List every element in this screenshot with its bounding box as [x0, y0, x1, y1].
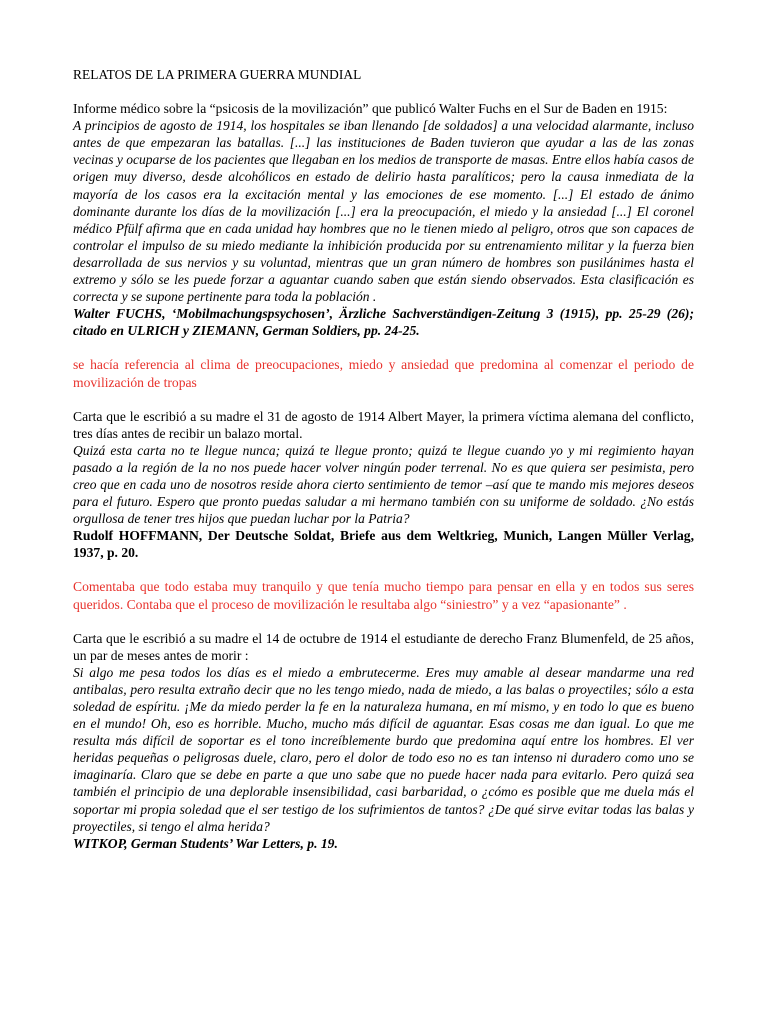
blumenfeld-letter-intro: Carta que le escribió a su madre el 14 de octubre de 1914 el estudiante de derecho Franz Blumenfeld, de 25 años, un par de meses antes de morir : — [73, 630, 694, 663]
fuchs-report-citation: Walter FUCHS, ‘Mobilmachungspsychosen’, Ärzliche Sachverständigen-Zeitung 3 (1915), pp. 25-29 (26); citado en ULRICH y ZIEMANN, German Soldiers, pp. 24-25. — [73, 306, 694, 339]
fuchs-report-note: se hacía referencia al clima de preocupaciones, miedo y ansiedad que predomina al comenzar el periodo de movilización de tropas — [73, 357, 694, 390]
fuchs-report-intro: Informe médico sobre la “psicosis de la movilización” que publicó Walter Fuchs en el Sur de Baden en 1915: — [73, 101, 668, 117]
fuchs-report-quote: A principios de agosto de 1914, los hospitales se iban llenando [de soldados] a una velocidad alarmante, incluso antes de que empezaran las batallas. [...] las instituciones de Baden tuvieron que ayudar a las de las zonas vecinas y ocuparse de los pacientes que llegaban en los medios de transporte de masas. Entre ellos había casos de origen muy diverso, desde alcohólicos en estado de delirio hasta paralíticos; pero la causa inmediata de la mayoría de los casos era la excitación mental y las emociones de ese momento. [...] El estado de ánimo dominante durante los días de la movilización [...] era la preocupación, el miedo y la ansiedad [...] El coronel médico Pfülf afirma que en cada unidad hay hombres que no le tienen miedo al peligro, otros que son capaces de controlar el impulso de su miedo mediante la inhibición producida por su entrenamiento militar y la fuerza bien desarrollada de sus nervios y su voluntad, mientras que un gran número de hombres son pusilánimes hasta el extremo y sólo se les puede forzar a aguantar cuando saben que están siendo observados. Esta clasificación es correcta y se supone pertinente para toda la población . — [73, 118, 694, 305]
mayer-letter-note: Comentaba que todo estaba muy tranquilo y que tenía mucho tiempo para pensar en ella y en todos sus seres queridos. Contaba que el proceso de movilización le resultaba algo “siniestro” y a vez “apasionante” . — [73, 579, 694, 612]
mayer-letter-quote: Quizá esta carta no te llegue nunca; quizá te llegue pronto; quizá te llegue cuando yo y mi regimiento hayan pasado a la región de la no nos puede hacer volver ningún poder terrenal. No es que quiera ser pesimista, pero creo que en cada uno de nosotros reside ahora cierto sentimiento de temor –así que te mando mis mejores deseos para el futuro. Espero que pronto puedas saludar a mi hermano también con su uniforme de soldado. ¿No estás orgullosa de tener tres hijos que puedan luchar por la Patria? — [73, 442, 694, 527]
blumenfeld-letter-section — [73, 630, 694, 852]
document-page — [73, 66, 694, 852]
mayer-letter-intro: Carta que le escribió a su madre el 31 de agosto de 1914 Albert Mayer, la primera víctima alemana del conflicto, tres días antes de recibir un balazo mortal. — [73, 408, 694, 441]
blumenfeld-letter-citation: WITKOP, German Students’ War Letters, p. 19. — [73, 835, 338, 851]
fuchs-report-section — [73, 100, 694, 391]
document-title: RELATOS DE LA PRIMERA GUERRA MUNDIAL — [73, 67, 362, 82]
blumenfeld-letter-quote: Si algo me pesa todos los días es el miedo a embrutecerme. Eres muy amable al desear mandarme una red antibalas, pero resulta extraño decir que no les tengo miedo, nada de miedo, a las balas o proyectiles; sólo a esta soledad de espíritu. ¡Me da miedo perder la fe en la naturaleza humana, en mí mismo, y en todo lo que es bueno en el mundo! Oh, eso es horrible. Mucho, mucho más difícil de aguantar. Esas cosas me dan igual. Lo que me resulta más difícil de soportar es el tono increíblemente burdo que predomina aquí entre los hombres. El ver heridas pequeñas o peligrosas duele, claro, pero el dolor de todo eso no es tan intenso ni duradero como uno se imaginaría. Claro que se debe en parte a que uno sabe que no puede hacer nada para evitarlo. Pero quizá sea también el principio de una deplorable insensibilidad, casi barbaridad, o ¿cómo es posible que me duela más el soportar mi propia soledad que el ser testigo de los sufrimientos de tantos? ¿De qué sirve evitar todas las balas y proyectiles, si tengo el alma herida? — [73, 664, 694, 834]
mayer-letter-citation: Rudolf HOFFMANN, Der Deutsche Soldat, Briefe aus dem Weltkrieg, Munich, Langen Müller Verlag, 1937, p. 20. — [73, 528, 694, 561]
mayer-letter-section — [73, 408, 694, 613]
